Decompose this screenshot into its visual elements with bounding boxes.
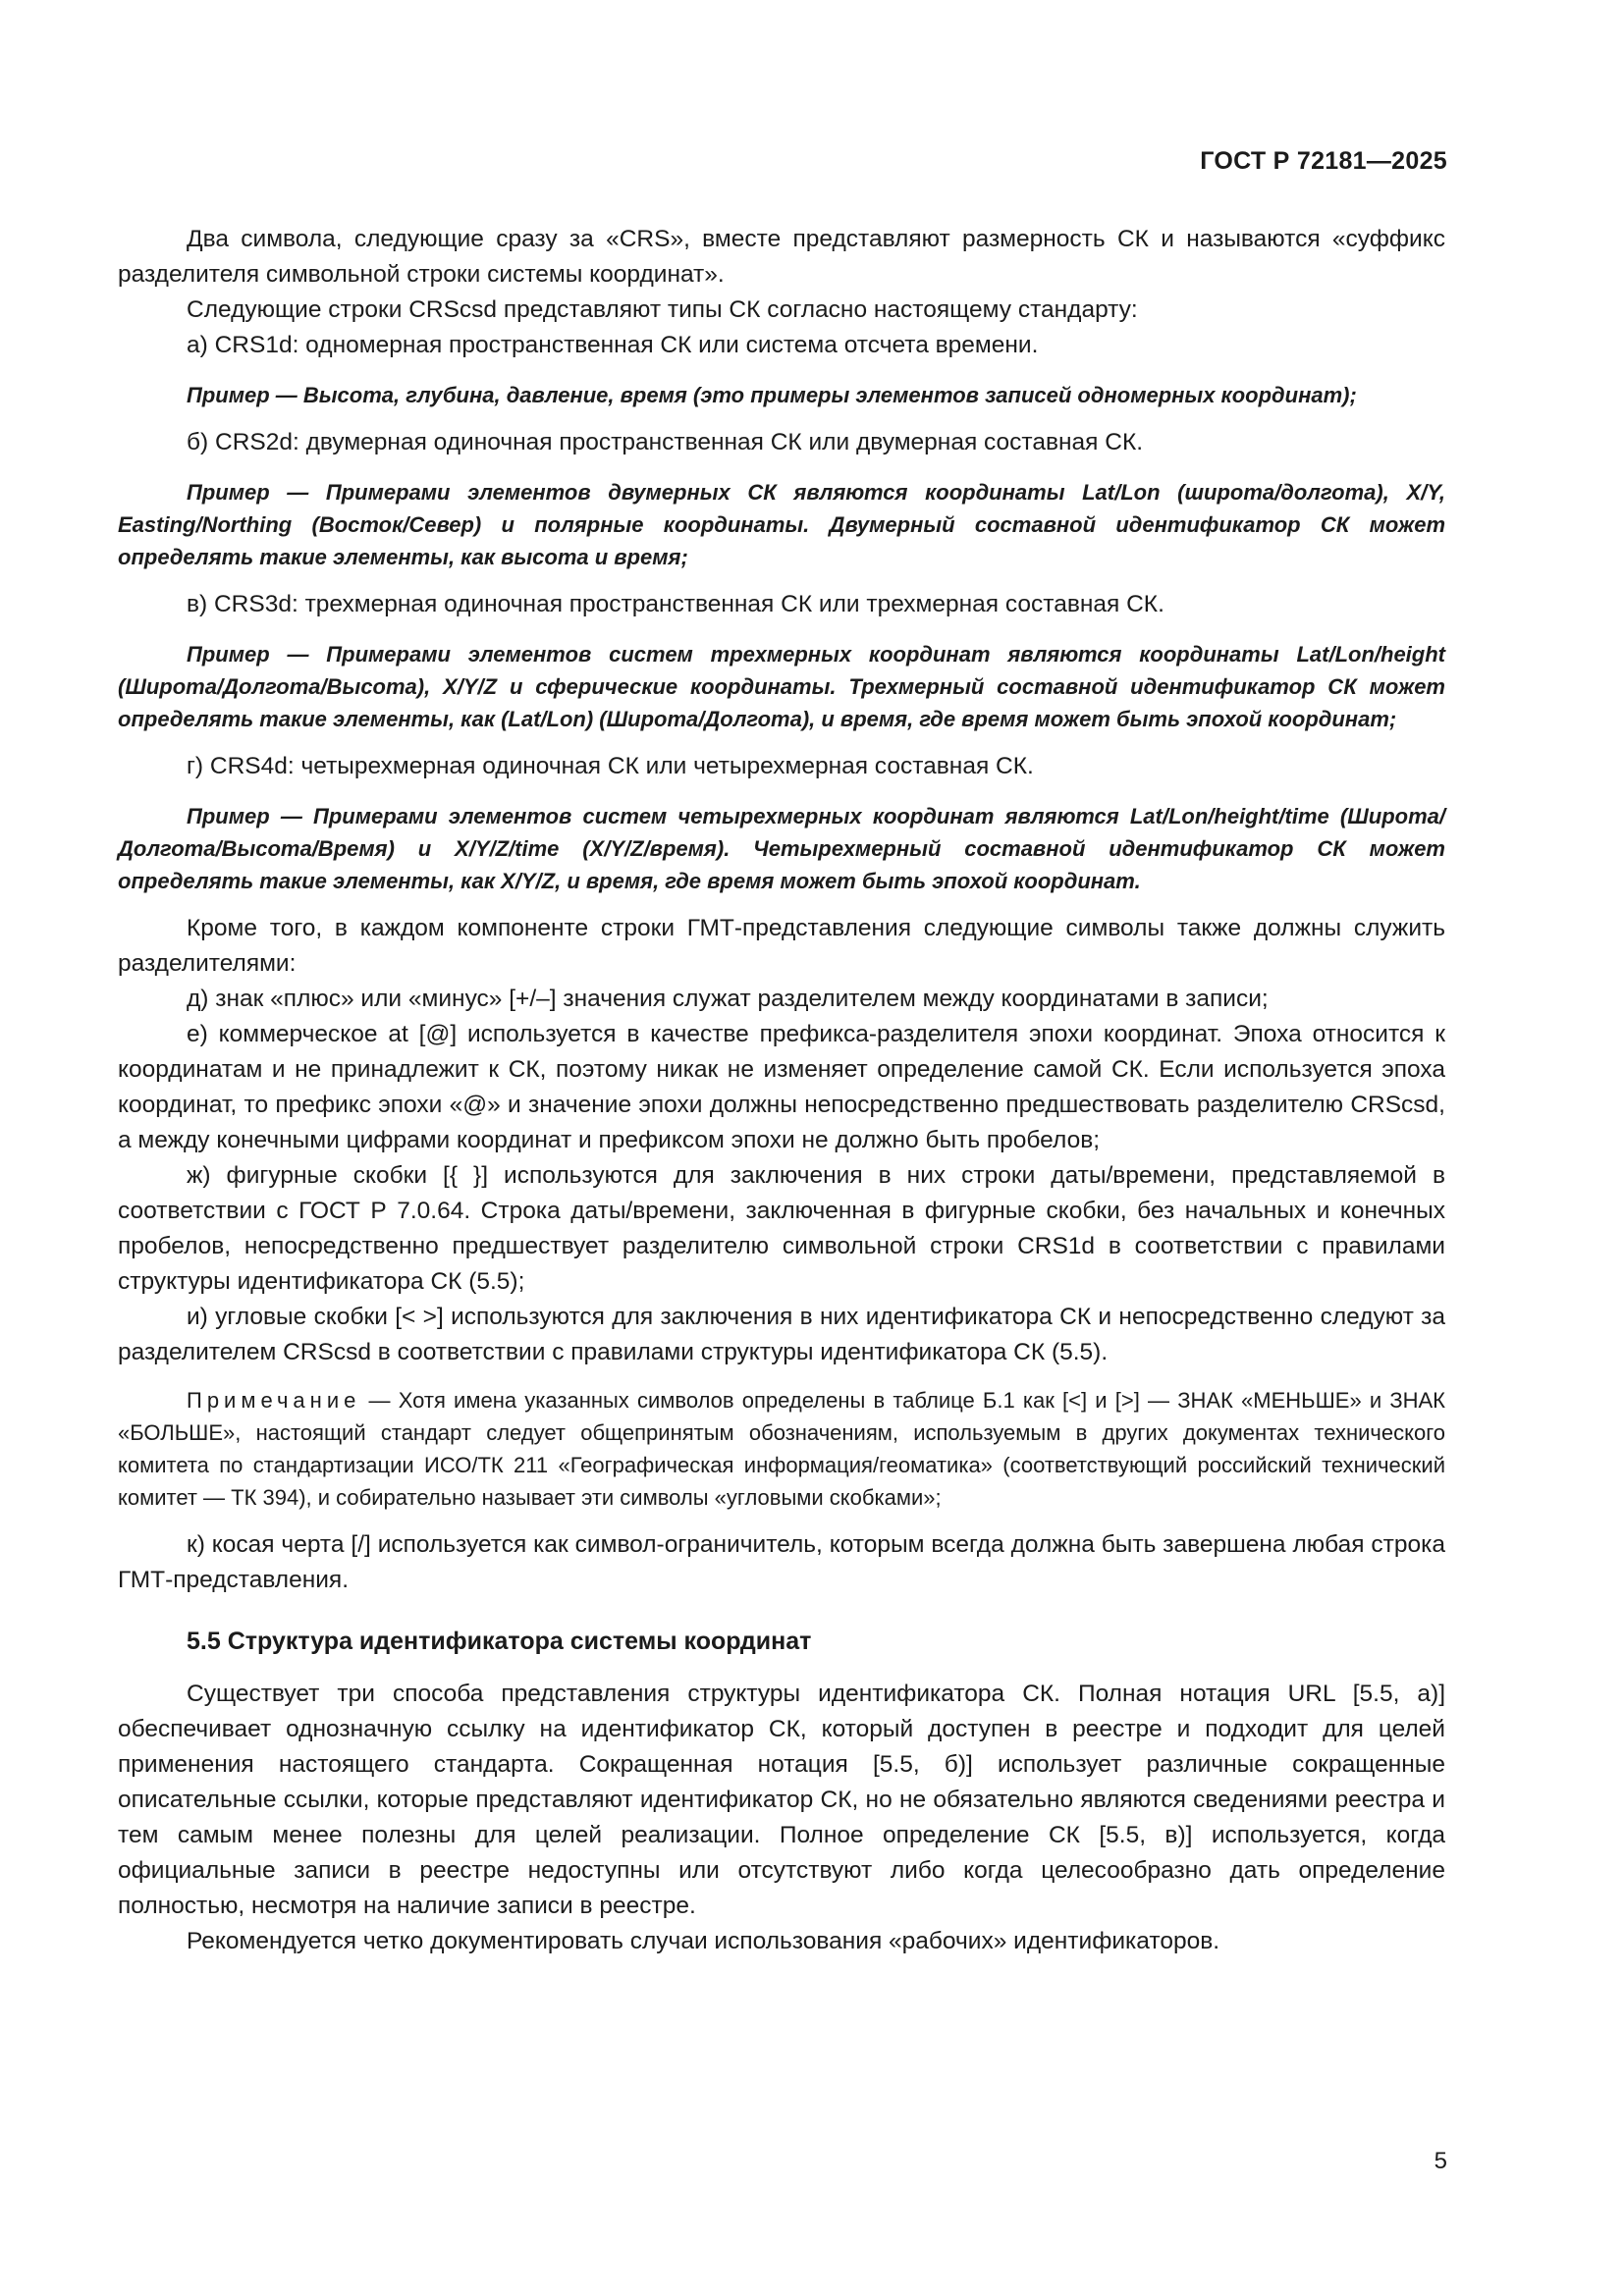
note-text: — Хотя имена указанных символов определены в таблице Б.1 как [<] и [>] — ЗНАК «МЕНЬШЕ» и ЗНАК «БОЛЬШЕ», настоящий стандарт следует общепринятым обозначениям, используемым в других документах технического комитета по стандартизации ИСО/ТК 211 «Географическая информация/геоматика» (соответствующий российский технический комитет — ТК 394), и собирательно называет эти символы «угловыми скобками»;: [118, 1388, 1445, 1510]
page-body: [118, 222, 1445, 1959]
list-item-d: д) знак «плюс» или «минус» [+/–] значения служат разделителем между координатами в записи;: [187, 986, 1269, 1012]
body-paragraph: Кроме того, в каждом компоненте строки ГМТ-представления следующие символы также должны служить разделителями:: [118, 915, 1445, 977]
list-item-g: г) CRS4d: четырехмерная одиночная СК или четырехмерная составная СК.: [187, 753, 1034, 779]
list-item-v: в) CRS3d: трехмерная одиночная пространственная СК или трехмерная составная СК.: [187, 591, 1164, 617]
list-item-i: и) угловые скобки [< >] используются для заключения в них идентификатора СК и непосредственно следуют за разделителем CRScsd в соответствии с правилами структуры идентификатора СК (5.5).: [118, 1304, 1445, 1365]
standard-designation: ГОСТ Р 72181—2025: [1200, 147, 1447, 175]
note-block: [118, 1384, 1445, 1514]
page-number: 5: [1434, 2148, 1447, 2174]
list-item-b: б) CRS2d: двумерная одиночная пространственная СК или двумерная составная СК.: [187, 429, 1144, 455]
example-a: Пример — Высота, глубина, давление, время (это примеры элементов записей одномерных координат);: [187, 383, 1357, 407]
body-paragraph: Существует три способа представления структуры идентификатора СК. Полная нотация URL [5.5, а)] обеспечивает однозначную ссылку на идентификатор СК, который доступен в реестре и подходит для целей применения настоящего стандарта. Сокращенная нотация [5.5, б)] использует различные сокращенные описательные ссылки, которые представляют идентификатор СК, но не обязательно являются сведениями реестра и тем самым менее полезны для целей реализации. Полное определение СК [5.5, в)] используется, когда официальные записи в реестре недоступны или отсутствуют либо когда целесообразно дать определение полностью, несмотря на наличие записи в реестре.: [118, 1681, 1445, 1919]
body-paragraph: Следующие строки CRScsd представляют типы СК согласно настоящему стандарту:: [187, 296, 1138, 323]
note-label: Примечание: [187, 1388, 361, 1413]
example-b: Пример — Примерами элементов двумерных СК являются координаты Lat/Lon (широта/долгота), X/Y, Easting/Northing (Восток/Север) и полярные координаты. Двумерный составной идентификатор СК может определять такие элементы, как высота и время;: [118, 480, 1446, 569]
section-heading: 5.5 Структура идентификатора системы координат: [187, 1628, 812, 1655]
list-item-e: е) коммерческое at [@] используется в качестве префикса-разделителя эпохи координат. Эпоха относится к координатам и не принадлежит к СК, поэтому никак не изменяет определение самой СК. Если используется эпоха координат, то префикс эпохи «@» и значение эпохи должны непосредственно предшествовать разделителю CRScsd, а между конечными цифрами координат и префиксом эпохи не должно быть пробелов;: [118, 1021, 1445, 1153]
list-item-a: а) CRS1d: одномерная пространственная СК или система отсчета времени.: [187, 332, 1039, 358]
example-g: Пример — Примерами элементов систем четырехмерных координат являются Lat/Lon/height/time (Широта/Долгота/Высота/Время) и X/Y/Z/time (X/Y/Z/время). Четырехмерный составной идентификатор СК может определять такие элементы, как X/Y/Z, и время, где время может быть эпохой координат.: [118, 804, 1445, 893]
body-paragraph: Рекомендуется четко документировать случаи использования «рабочих» идентификаторов.: [187, 1928, 1220, 1954]
example-v: Пример — Примерами элементов систем трехмерных координат являются координаты Lat/Lon/height (Широта/Долгота/Высота), X/Y/Z и сферические координаты. Трехмерный составной идентификатор СК может определять такие элементы, как (Lat/Lon) (Широта/Долгота), и время, где время может быть эпохой координат;: [118, 642, 1445, 731]
list-item-k: к) косая черта [/] используется как символ-ограничитель, которым всегда должна быть завершена любая строка ГМТ-представления.: [118, 1531, 1445, 1593]
body-paragraph: Два символа, следующие сразу за «CRS», вместе представляют размерность СК и называются «суффикс разделителя символьной строки системы координат».: [118, 226, 1445, 288]
list-item-zh: ж) фигурные скобки [{ }] используются для заключения в них строки даты/времени, представляемой в соответствии с ГОСТ Р 7.0.64. Строка даты/времени, заключенная в фигурные скобки, без начальных и конечных пробелов, непосредственно предшествует разделителю символьной строки CRS1d в соответствии с правилами структуры идентификатора СК (5.5);: [118, 1162, 1445, 1295]
